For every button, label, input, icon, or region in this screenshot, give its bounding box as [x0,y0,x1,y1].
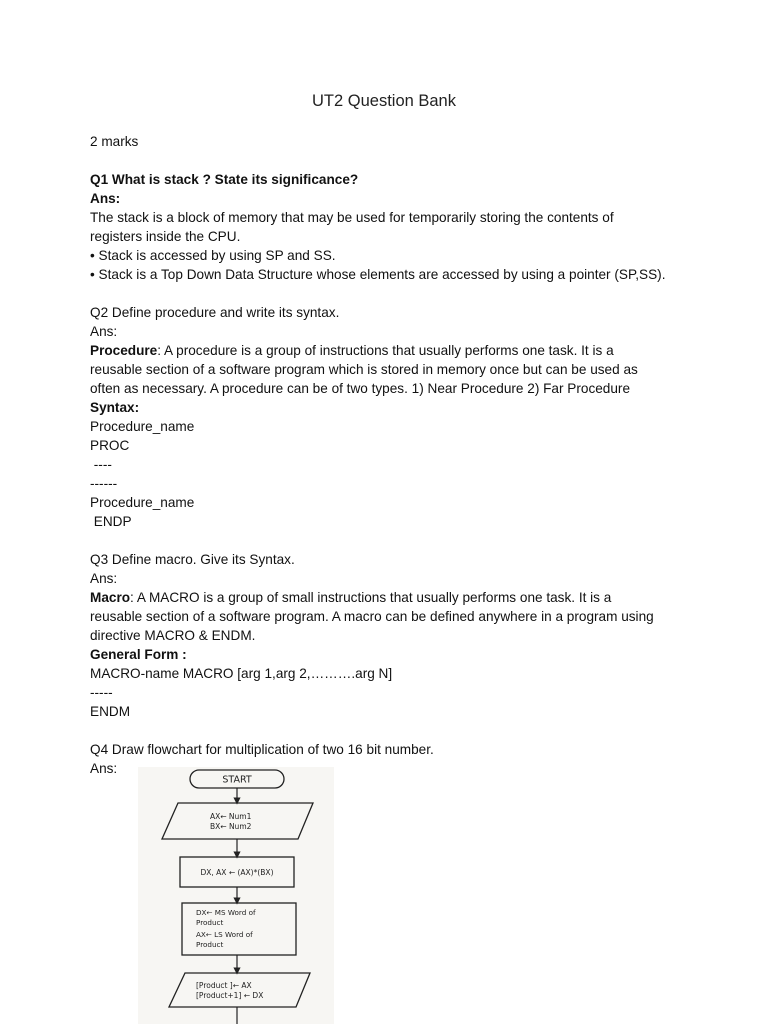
flowchart-store-label: [Product+1] ← DX [196,991,264,1000]
q1-line: • Stack is a Top Down Data Structure whose elements are accessed by using a pointer (SP,SS). [90,267,666,282]
q2-question: Q2 Define procedure and write its syntax. [90,305,340,320]
q2-definition-line: reusable section of a software program which is stored in memory once but can be used as [90,362,638,377]
flowchart-input-shape [162,803,313,839]
q2-syntax-line: Procedure_name [90,419,195,434]
q1-line: The stack is a block of memory that may be used for temporarily storing the contents of [90,210,614,225]
q2-definition-line: often as necessary. A procedure can be of two types. 1) Near Procedure 2) Far Procedure [90,381,631,396]
flowchart-start-label: START [222,774,252,786]
q3-ans-label: Ans: [90,571,118,586]
q2-syntax-line: Procedure_name [90,495,195,510]
q2-definition-line: : A procedure is a group of instructions that usually performs one task. It is a [157,343,614,358]
q2-syntax-line: ENDP [90,514,132,529]
q2-syntax-line: ------ [90,476,118,491]
q3-form-label: General Form : [90,647,187,662]
q2-definition [90,341,700,360]
q2-ans-label: Ans: [90,324,118,339]
q3-question: Q3 Define macro. Give its Syntax. [90,552,295,567]
flowchart-assign-label: AX← LS Word of [196,930,253,939]
q3-definition [90,588,700,607]
q3-definition-line: : A MACRO is a group of small instructions that usually performs one task. It is a [130,590,612,605]
q2-term: Procedure [90,343,158,358]
q2-syntax-line: ---- [90,457,112,472]
q1-line: • Stack is accessed by using SP and SS. [90,248,336,263]
section-label: 2 marks [90,134,139,149]
flowchart-figure [138,767,334,1024]
q3-form-line: MACRO-name MACRO [arg 1,arg 2,……….arg N] [90,666,393,681]
flowchart-assign-label: Product [196,918,224,927]
q3-form-line: ENDM [90,704,131,719]
q3-form-line: ----- [90,685,113,700]
flowchart-input-label: AX← Num1 [210,812,252,821]
flowchart-assign-label: DX← MS Word of [196,908,256,917]
flowchart-multiply-label: DX, AX ← (AX)*(BX) [200,868,274,877]
q2-syntax-label: Syntax: [90,400,140,415]
flowchart-store-label: [Product ]← AX [196,981,252,990]
q4-ans-label: Ans: [90,761,118,776]
flowchart-input-label: BX← Num2 [210,822,252,831]
document-body [90,132,700,778]
q1-ans-label: Ans: [90,191,121,206]
flowchart-assign-label: Product [196,940,224,949]
q3-definition-line: directive MACRO & ENDM. [90,628,256,643]
document-title: UT2 Question Bank [312,92,456,110]
q1-line: registers inside the CPU. [90,229,241,244]
q3-definition-line: reusable section of a software program. A macro can be defined anywhere in a program using [90,609,654,624]
q4-question: Q4 Draw flowchart for multiplication of two 16 bit number. [90,742,434,757]
q1-question: Q1 What is stack ? State its significance? [90,172,359,187]
q3-term: Macro [90,590,131,605]
flowchart-store-shape [169,973,310,1007]
q2-syntax-line: PROC [90,438,130,453]
